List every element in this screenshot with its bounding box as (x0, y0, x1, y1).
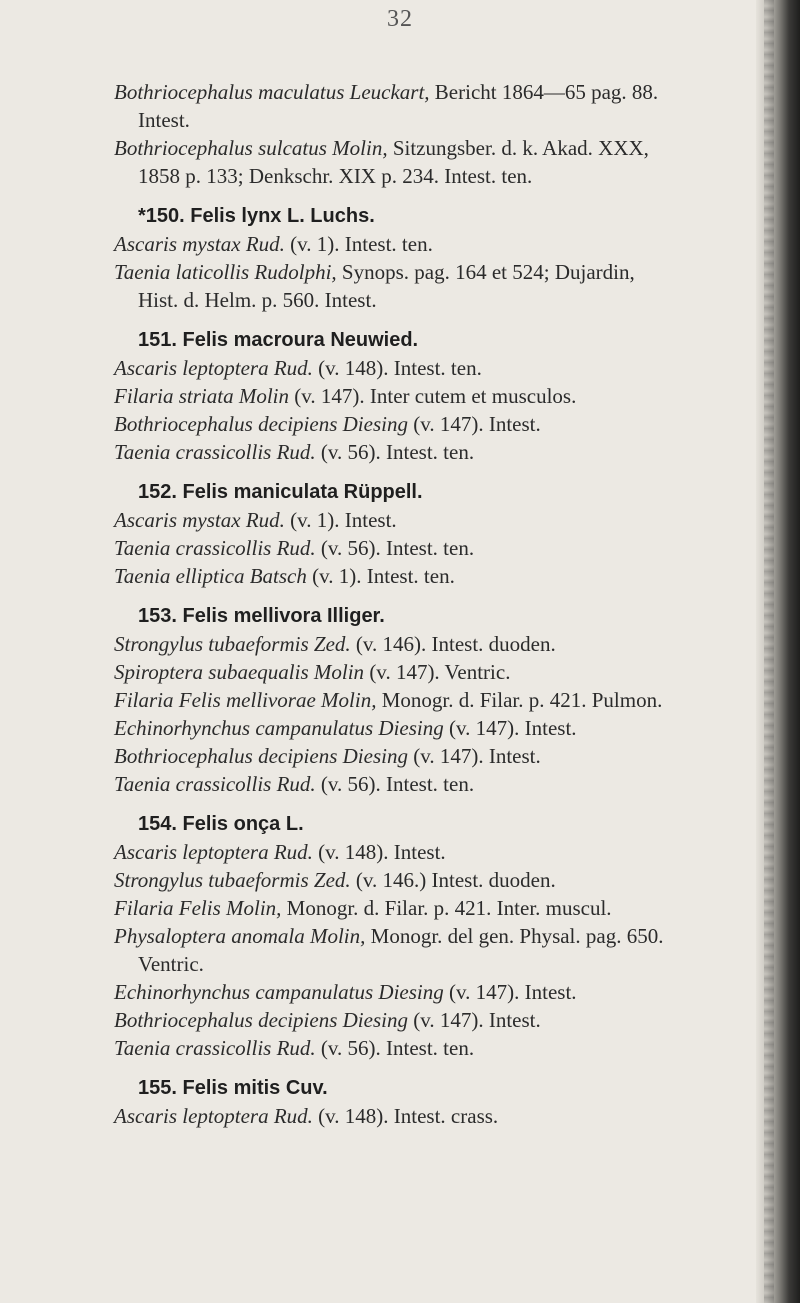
parasite-name: Taenia elliptica Batsch (114, 564, 307, 588)
entry-reference: Monogr. del gen. Physal. pag. 650. (365, 924, 664, 948)
entry-reference: (v. 147). Intest. (443, 716, 577, 740)
entry-line (114, 562, 764, 590)
entry-reference: Monogr. d. Filar. p. 421. Pulmon. (376, 688, 663, 712)
parasite-name: Taenia crassicollis Rud. (114, 536, 316, 560)
parasite-name: Bothriocephalus decipiens Diesing (114, 1008, 408, 1032)
entry-line (114, 134, 764, 162)
entry-line (114, 658, 764, 686)
entry-line (114, 258, 764, 286)
entry-reference: (v. 1). Intest. (284, 508, 397, 532)
parasite-name: Filaria Felis mellivorae Molin, (114, 688, 377, 712)
entry-reference: (v. 147). Intest. (443, 980, 577, 1004)
entry-reference: (v. 147). Intest. (407, 412, 541, 436)
entry-reference: (v. 148). Intest. crass. (312, 1104, 499, 1128)
entry-reference: (v. 56). Intest. ten. (315, 440, 475, 464)
parasite-name: Echinorhynchus campanulatus Diesing (114, 716, 444, 740)
entry-line (114, 922, 764, 950)
parasite-name: Taenia crassicollis Rud. (114, 1036, 316, 1060)
entry-reference: Bericht 1864—65 pag. 88. (429, 80, 659, 104)
entry-reference: (v. 146.) Intest. duoden. (350, 868, 556, 892)
parasite-name: Filaria Felis Molin, (114, 896, 282, 920)
page-content (114, 78, 764, 1130)
parasite-name: Ascaris leptoptera Rud. (114, 1104, 313, 1128)
host-heading: 154. Felis onça L. (138, 813, 304, 835)
entry-reference: (v. 56). Intest. ten. (315, 772, 475, 796)
entry-line (114, 534, 764, 562)
parasite-name: Bothriocephalus decipiens Diesing (114, 744, 408, 768)
entry-line (114, 506, 764, 534)
entry-line (114, 742, 764, 770)
host-heading: 151. Felis macroura Neuwied. (138, 329, 419, 351)
book-binding-edge (756, 0, 800, 1303)
entry-reference: (v. 147). Inter cutem et musculos. (289, 384, 577, 408)
entry-reference: (v. 146). Intest. duoden. (350, 632, 556, 656)
host-section (114, 326, 764, 466)
parasite-name: Bothriocephalus maculatus Leuckart, (114, 80, 430, 104)
host-heading: *150. Felis lynx L. Luchs. (138, 205, 375, 227)
parasite-name: Strongylus tubaeformis Zed. (114, 868, 351, 892)
entry-line (114, 770, 764, 798)
parasite-name: Taenia crassicollis Rud. (114, 772, 316, 796)
parasite-name: Ascaris mystax Rud. (114, 232, 285, 256)
host-section (114, 478, 764, 590)
parasite-name: Filaria striata Molin (114, 384, 290, 408)
entry-line (114, 438, 764, 466)
parasite-name: Echinorhynchus campanulatus Diesing (114, 980, 444, 1004)
entry-reference: (v. 56). Intest. ten. (315, 536, 475, 560)
parasite-name: Taenia crassicollis Rud. (114, 440, 316, 464)
entry-line (114, 894, 764, 922)
entry-line (114, 686, 764, 714)
entry-line (114, 230, 764, 258)
parasite-name: Strongylus tubaeformis Zed. (114, 632, 351, 656)
host-section (114, 1074, 764, 1130)
parasite-name: Bothriocephalus sulcatus Molin, (114, 136, 388, 160)
entry-reference: (v. 1). Intest. ten. (284, 232, 433, 256)
entry-line (114, 1102, 764, 1130)
entry-continuation: Intest. (138, 108, 190, 132)
parasite-name: Bothriocephalus decipiens Diesing (114, 412, 408, 436)
entry-reference: (v. 56). Intest. ten. (315, 1036, 475, 1060)
entry-reference: Monogr. d. Filar. p. 421. Inter. muscul. (281, 896, 612, 920)
host-heading: 153. Felis mellivora Illiger. (138, 605, 385, 627)
entry-continuation: Ventric. (138, 952, 204, 976)
parasite-name: Ascaris leptoptera Rud. (114, 840, 313, 864)
parasite-name: Taenia laticollis Rudolphi, (114, 260, 337, 284)
entry-reference: Sitzungsber. d. k. Akad. XXX, (387, 136, 649, 160)
parasite-name: Spiroptera subaequalis Molin (114, 660, 365, 684)
parasite-name: Ascaris leptoptera Rud. (114, 356, 313, 380)
host-heading: 155. Felis mitis Cuv. (138, 1077, 328, 1099)
entry-line (114, 1034, 764, 1062)
intro-entries (114, 78, 764, 190)
entry-line (114, 714, 764, 742)
host-section (114, 810, 764, 1062)
entry-reference: (v. 148). Intest. (312, 840, 446, 864)
entry-line (114, 630, 764, 658)
host-heading: 152. Felis maniculata Rüppell. (138, 481, 423, 503)
entry-line (114, 838, 764, 866)
entry-reference: Synops. pag. 164 et 524; Dujardin, (336, 260, 635, 284)
entry-reference: (v. 148). Intest. ten. (312, 356, 482, 380)
parasite-name: Physaloptera anomala Molin, (114, 924, 366, 948)
entry-line (114, 410, 764, 438)
entry-reference: (v. 147). Ventric. (364, 660, 511, 684)
host-section (114, 202, 764, 314)
entry-reference: (v. 147). Intest. (407, 744, 541, 768)
entry-continuation: Hist. d. Helm. p. 560. Intest. (138, 288, 377, 312)
entry-line (114, 354, 764, 382)
entry-line (114, 1006, 764, 1034)
page-number: 32 (387, 6, 413, 32)
entry-continuation: 1858 p. 133; Denkschr. XIX p. 234. Intest. ten. (138, 164, 533, 188)
parasite-name: Ascaris mystax Rud. (114, 508, 285, 532)
entry-line (114, 78, 764, 106)
entry-reference: (v. 147). Intest. (407, 1008, 541, 1032)
entry-line (114, 866, 764, 894)
host-section (114, 602, 764, 798)
entry-line (114, 382, 764, 410)
entry-reference: (v. 1). Intest. ten. (306, 564, 455, 588)
entry-line (114, 978, 764, 1006)
